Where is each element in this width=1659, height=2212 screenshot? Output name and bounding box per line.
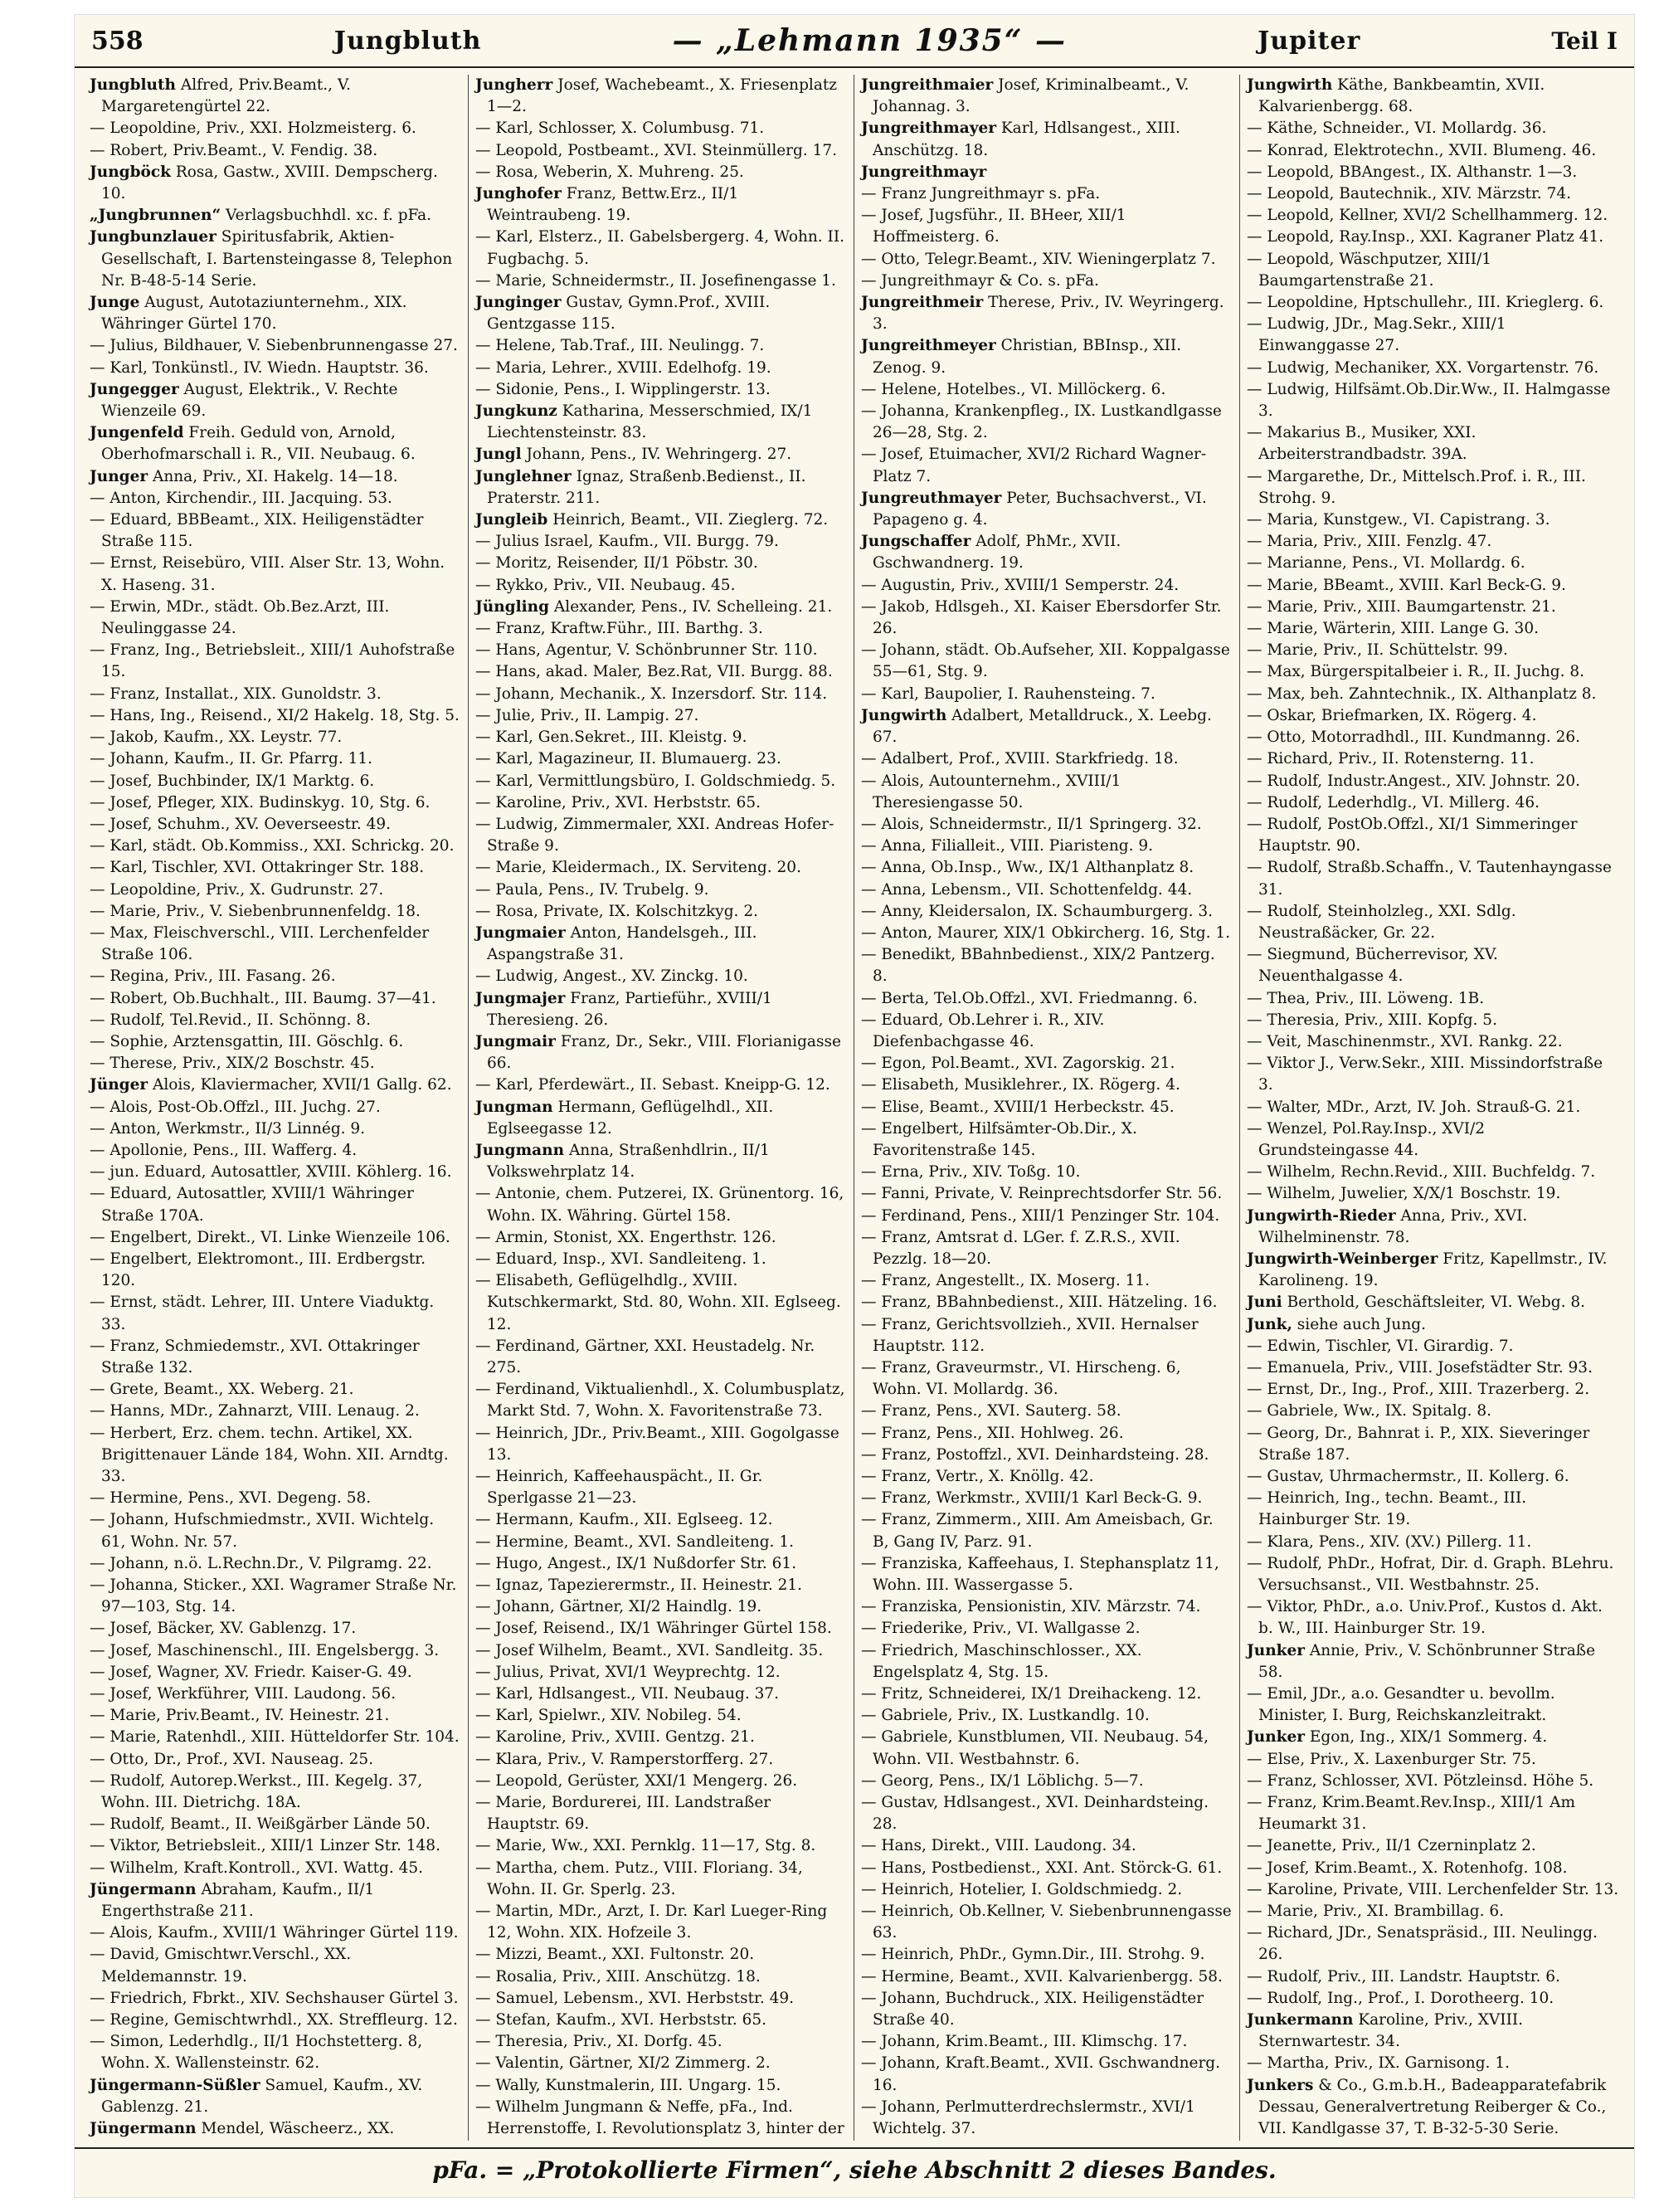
directory-entry: — Karl, städt. Ob.Kommiss., XXI. Schrickg. 20.	[90, 837, 455, 855]
directory-entry: — Elise, Beamt., XVIII/1 Herbeckstr. 45.	[861, 1098, 1175, 1116]
directory-entry: — Franz, Pens., XVI. Sauterg. 58.	[861, 1402, 1121, 1420]
directory-entry: — Robert, Ob.Buchhalt., III. Baumg. 37—41.	[90, 989, 436, 1007]
directory-entry: — Ferdinand, Gärtner, XXI. Heustadelg. Nr. 275.	[475, 1337, 815, 1376]
directory-entry: — Klara, Pens., XIV. (XV.) Pillerg. 11.	[1247, 1532, 1532, 1551]
directory-entry: — Hermine, Beamt., XVII. Kalvarienbergg. 58.	[861, 1967, 1223, 1985]
directory-entry: — Rykko, Priv., VII. Neubaug. 45.	[475, 576, 736, 594]
directory-entry: — Grete, Beamt., XX. Weberg. 21.	[90, 1381, 354, 1399]
directory-entry: — Friedrich, Maschinschlosser., XX. Engelsplatz 4, Stg. 15.	[861, 1641, 1142, 1681]
directory-entry: — Josef, Etuimacher, XVI/2 Richard Wagner-Platz 7.	[861, 446, 1207, 485]
directory-entry: Jungreuthmayer Peter, Buchsachverst., VI. Papageno g. 4.	[861, 489, 1207, 529]
directory-entry: — Rudolf, Tel.Revid., II. Schönng. 8.	[90, 1011, 371, 1029]
directory-entry: — Marie, Kleidermach., IX. Serviteng. 20.	[475, 859, 801, 877]
directory-entry: Juni Berthold, Geschäftsleiter, VI. Webg. 8.	[1247, 1294, 1585, 1312]
directory-entry: — Hanns, MDr., Zahnarzt, VIII. Lenaug. 2.	[90, 1402, 420, 1420]
directory-entry: — Mizzi, Beamt., XXI. Fultonstr. 20.	[475, 1946, 755, 1964]
directory-entry: — Wally, Kunstmalerin, III. Ungarg. 15.	[475, 2076, 781, 2094]
directory-entry: — Thea, Priv., III. Löweng. 1B.	[1247, 989, 1485, 1007]
entry-columns	[83, 75, 1626, 2141]
directory-entry: Jungreithmaier Josef, Kriminalbeamt., V. Johannag. 3.	[861, 76, 1190, 116]
directory-entry: — Karl, Magazineur, II. Blumauerg. 23.	[475, 750, 781, 768]
directory-entry: — Rudolf, Lederhdlg., VI. Millerg. 46.	[1247, 793, 1540, 811]
directory-entry: — Karl, Pferdewärt., II. Sebast. Kneipp-G. 12.	[475, 1076, 830, 1094]
directory-entry: — Franz, Postoffzl., XVI. Deinhardsteing. 28.	[861, 1445, 1209, 1464]
directory-entry: — Hermann, Kaufm., XII. Eglseeg. 12.	[475, 1511, 773, 1529]
directory-entry: — Heinrich, JDr., Priv.Beamt., XIII. Gogolgasse 13.	[475, 1424, 839, 1464]
directory-entry: — Franz, Pens., XII. Hohlweg. 26.	[861, 1424, 1124, 1442]
directory-entry: — Josef, Krim.Beamt., X. Rotenhofg. 108.	[1247, 1859, 1568, 1877]
directory-entry: Jungwirth Käthe, Bankbeamtin, XVII. Kalvarienbergg. 68.	[1247, 76, 1545, 116]
directory-entry: — Stefan, Kaufm., XVI. Herbststr. 65.	[475, 2011, 767, 2029]
directory-entry: — Heinrich, PhDr., Gymn.Dir., III. Strohg. 9.	[861, 1946, 1205, 1964]
directory-entry: — Eduard, Insp., XVI. Sandleiteng. 1.	[475, 1250, 766, 1268]
directory-entry: — Georg, Pens., IX/1 Löblichg. 5—7.	[861, 1771, 1144, 1790]
directory-entry: — Hans, akad. Maler, Bez.Rat, VII. Burgg. 88.	[475, 663, 833, 681]
directory-entry: — Max, beh. Zahntechnik., IX. Althanplatz 8.	[1247, 685, 1597, 703]
directory-entry: — Herbert, Erz. chem. techn. Artikel, XX. Brigittenauer Lände 184, Wohn. XII. Arndtg. 33.	[90, 1424, 449, 1485]
directory-entry: — Augustin, Priv., XVIII/1 Semperstr. 24.	[861, 576, 1180, 594]
directory-entry: Junker Annie, Priv., V. Schönbrunner Straße 58.	[1247, 1641, 1596, 1681]
directory-entry: — Fanni, Private, V. Reinprechtsdorfer Str. 56.	[861, 1185, 1223, 1203]
directory-entry: — Julius, Privat, XVI/1 Weyprechtg. 12.	[475, 1663, 781, 1681]
directory-entry: — Leopold, Wäschputzer, XIII/1 Baumgartenstraße 21.	[1247, 250, 1492, 290]
directory-entry: — Johann, Krim.Beamt., III. Klimschg. 17.	[861, 2033, 1188, 2051]
directory-entry: — Karl, Baupolier, I. Rauhensteing. 7.	[861, 685, 1155, 703]
directory-entry: — Hermine, Beamt., XVI. Sandleiteng. 1.	[475, 1532, 794, 1551]
directory-entry: — Wilhelm, Kraft.Kontroll., XVI. Wattg. 45.	[90, 1859, 424, 1877]
directory-entry: — Josef, Werkführer, VIII. Laudong. 56.	[90, 1685, 397, 1703]
directory-entry: — Franz, Installat., XIX. Gunoldstr. 3.	[90, 685, 382, 703]
directory-entry: — Antonie, chem. Putzerei, IX. Grünentorg. 16, Wohn. IX. Währing. Gürtel 158.	[475, 1185, 844, 1225]
directory-entry: — Anna, Filialleit., VIII. Piaristeng. 9.	[861, 837, 1153, 855]
directory-entry: — Ernst, Dr., Ing., Prof., XIII. Trazerberg. 2.	[1247, 1381, 1590, 1399]
directory-entry: Jungreithmayr	[861, 163, 987, 181]
directory-entry: Jungmaier Anton, Handelsgeh., III. Aspangstraße 31.	[475, 923, 757, 964]
directory-entry: — Ferdinand, Pens., XIII/1 Penzinger Str. 104.	[861, 1206, 1220, 1225]
directory-entry: — Anton, Kirchendir., III. Jacquing. 53.	[90, 489, 392, 507]
directory-entry: Jungegger August, Elektrik., V. Rechte Wienzeile 69.	[90, 380, 398, 421]
directory-entry	[1247, 2140, 1619, 2141]
directory-entry: — Rudolf, Straßb.Schaffn., V. Tautenhayngasse 31.	[1247, 859, 1612, 899]
directory-entry: — Ludwig, Mechaniker, XX. Vorgartenstr. 76.	[1247, 358, 1599, 377]
directory-entry: Junkers & Co., G.m.b.H., Badeapparatefabrik Dessau, Generalvertretung Reiberger & Co., VII. Kandlgasse 37, T. B-32-5-30 Serie.	[1247, 2076, 1607, 2138]
directory-entry: — Gabriele, Priv., IX. Lustkandlg. 10.	[861, 1707, 1150, 1725]
directory-entry: — Walter, MDr., Arzt, IV. Joh. Strauß-G. 21.	[1247, 1098, 1581, 1116]
directory-entry: Junginger Gustav, Gymn.Prof., XVIII. Gentzgasse 115.	[475, 294, 771, 334]
directory-entry: — Ludwig, JDr., Mag.Sekr., XIII/1 Einwanggasse 27.	[1247, 315, 1506, 355]
directory-entry: — Alois, Post-Ob.Offzl., III. Juchg. 27.	[90, 1098, 381, 1116]
directory-entry: — Leopoldine, Priv., XXI. Holzmeisterg. 6.	[90, 119, 416, 138]
directory-entry: — Veit, Maschinenmstr., XVI. Rankg. 22.	[1247, 1032, 1563, 1050]
directory-entry: — Franziska, Pensionistin, XIV. Märzstr. 74.	[861, 1598, 1201, 1616]
directory-entry: — Jakob, Hdlsgeh., XI. Kaiser Ebersdorfer Str. 26.	[861, 597, 1222, 638]
directory-entry: — Leopold, Kellner, XVI/2 Schellhammerg. 12.	[1247, 207, 1608, 225]
directory-entry: — Martha, Priv., IX. Garnisong. 1.	[1247, 2054, 1510, 2073]
directory-entry: — Käthe, Schneider., VI. Mollardg. 36.	[1247, 119, 1547, 138]
directory-entry: — Martin, MDr., Arzt, I. Dr. Karl Lueger-Ring 12, Wohn. XIX. Hofzeile 3.	[475, 1903, 828, 1942]
directory-entry: — Julie, Priv., II. Lampig. 27.	[475, 706, 699, 724]
directory-entry: — Ludwig, Angest., XV. Zinckg. 10.	[475, 967, 748, 986]
directory-entry: — Helene, Tab.Traf., III. Neulingg. 7.	[475, 337, 765, 355]
directory-entry: — Regina, Priv., III. Fasang. 26.	[90, 967, 336, 986]
directory-entry: — Johann, Kraft.Beamt., XVII. Gschwandnerg. 16.	[861, 2054, 1221, 2094]
directory-entry	[861, 2140, 1233, 2141]
directory-entry: — Apollonie, Pens., III. Wafferg. 4.	[90, 1141, 358, 1159]
directory-entry: — Karl, Tonkünstl., IV. Wiedn. Hauptstr. 36.	[90, 358, 429, 377]
directory-entry: — Fritz, Schneiderei, IX/1 Dreihackeng. 12.	[861, 1685, 1202, 1703]
directory-entry: — Heinrich, Kaffeehauspächt., II. Gr. Sperlgasse 21—23.	[475, 1468, 763, 1508]
column-2	[469, 75, 854, 2141]
directory-entry: — Eduard, Ob.Lehrer i. R., XIV. Diefenbachgasse 46.	[861, 1011, 1105, 1050]
directory-entry: Jungwirth Adalbert, Metalldruck., X. Leebg. 67.	[861, 706, 1212, 747]
page-title: — „Lehmann 1935“ —	[672, 23, 1067, 58]
directory-entry: — Else, Priv., X. Laxenburger Str. 75.	[1247, 1750, 1536, 1768]
directory-entry: — Alois, Autounternehm., XVIII/1 Theresiengasse 50.	[861, 772, 1121, 811]
directory-entry: — Viktor, PhDr., a.o. Univ.Prof., Kustos d. Akt. b. W., III. Hainburger Str. 19.	[1247, 1598, 1603, 1638]
directory-entry: — Leopold, Gerüster, XXI/1 Mengerg. 26.	[475, 1771, 798, 1790]
directory-entry: — Johann, Perlmutterdrechslermstr., XVI/1 Wichtelg. 37.	[861, 2098, 1195, 2138]
directory-entry: — Erwin, MDr., städt. Ob.Bez.Arzt, III. Neulinggasse 24.	[90, 597, 390, 638]
directory-entry: Jüngermann Mendel, Wäscheerz., XX.	[90, 2120, 395, 2138]
page-header	[75, 15, 1634, 68]
column-1	[83, 75, 469, 2141]
directory-entry: — Karl, Vermittlungsbüro, I. Goldschmiedg. 5.	[475, 772, 836, 790]
directory-entry: — Engelbert, Hilfsämter-Ob.Dir., X. Favoritenstraße 145.	[861, 1119, 1137, 1159]
directory-entry: — Karl, Hdlsangest., VII. Neubaug. 37.	[475, 1685, 780, 1703]
directory-entry: Jungwirth-Weinberger Fritz, Kapellmstr., IV. Karolineng. 19.	[1247, 1250, 1608, 1290]
directory-entry: — Rosa, Weberin, X. Muhreng. 25.	[475, 163, 744, 181]
directory-entry: — Josef, Bäcker, XV. Gablenzg. 17.	[90, 1620, 357, 1638]
directory-entry: Jüngling Alexander, Pens., IV. Schelleing. 21.	[475, 597, 833, 616]
directory-entry: — Franziska, Kaffeehaus, I. Stephansplatz 11, Wohn. III. Wassergasse 5.	[861, 1554, 1219, 1595]
directory-entry: — Johann, städt. Ob.Aufseher, XII. Koppalgasse 55—61, Stg. 9.	[861, 641, 1230, 681]
directory-entry: — Egon, Pol.Beamt., XVI. Zagorskig. 21.	[861, 1055, 1175, 1073]
directory-entry: Jungbunzlauer Spiritusfabrik, Aktien-Gesellschaft, I. Bartensteingasse 8, Telephon Nr. B-48-5-14 Serie.	[90, 228, 453, 290]
directory-entry: — Otto, Telegr.Beamt., XIV. Wieningerplatz 7.	[861, 250, 1216, 268]
directory-entry: — Sidonie, Pens., I. Wipplingerstr. 13.	[475, 380, 771, 398]
directory-entry: — Franz, Werkmstr., XVIII/1 Karl Beck-G. 9.	[861, 1489, 1203, 1508]
directory-entry: — Karoline, Priv., XVIII. Gentzg. 21.	[475, 1728, 755, 1747]
directory-entry: — Josef, Jugsführ., II. BHeer, XII/1 Hoffmeisterg. 6.	[861, 207, 1126, 246]
directory-entry: — Heinrich, Ing., techn. Beamt., III. Hainburger Str. 19.	[1247, 1489, 1527, 1529]
directory-entry: — Paula, Pens., IV. Trubelg. 9.	[475, 880, 709, 899]
directory-entry: — Marie, Ratenhdl., XIII. Hütteldorfer Str. 104.	[90, 1728, 460, 1747]
directory-entry: — Marianne, Pens., VI. Mollardg. 6.	[1247, 554, 1525, 572]
directory-entry: — Armin, Stonist, XX. Engerthstr. 126.	[475, 1228, 776, 1246]
directory-entry: — Josef, Buchbinder, IX/1 Marktg. 6.	[90, 772, 375, 790]
directory-entry: — Franz, Vertr., X. Knöllg. 42.	[861, 1468, 1094, 1485]
directory-page	[75, 15, 1634, 2197]
directory-entry: — Johann, n.ö. L.Rechn.Dr., V. Pilgramg. 22.	[90, 1554, 432, 1572]
directory-entry: — Heinrich, Ob.Kellner, V. Siebenbrunnengasse 63.	[861, 1903, 1232, 1942]
directory-entry: Jungwirth-Rieder Anna, Priv., XVI. Wilhelminenstr. 78.	[1247, 1206, 1528, 1246]
directory-entry: — Maria, Lehrer., XVIII. Edelhofg. 19.	[475, 358, 771, 377]
directory-entry: — Johann, Hufschmiedmstr., XVII. Wichtelg. 61, Wohn. Nr. 57.	[90, 1511, 435, 1551]
directory-entry: Jungbluth Alfred, Priv.Beamt., V. Margaretengürtel 22.	[90, 76, 351, 116]
directory-entry: Jungmann Anna, Straßenhdlrin., II/1 Volkswehrplatz 14.	[475, 1141, 770, 1182]
directory-entry: Jungl Johann, Pens., IV. Wehringerg. 27.	[475, 446, 792, 464]
directory-entry: — Leopold, BBAngest., IX. Althanstr. 1—3.	[1247, 163, 1578, 181]
directory-entry: — Rudolf, Industr.Angest., XIV. Johnstr. 20.	[1247, 772, 1580, 790]
directory-entry: — Franz, Kraftw.Führ., III. Barthg. 3.	[475, 620, 763, 638]
directory-entry: — Friedrich, Fbrkt., XIV. Sechshauser Gürtel 3.	[90, 1989, 459, 2007]
directory-entry: Jungreithmeir Therese, Priv., IV. Weyringerg. 3.	[861, 294, 1224, 334]
directory-entry: — Marie, BBeamt., XVIII. Karl Beck-G. 9.	[1247, 576, 1566, 594]
directory-entry: — Franz, Gerichtsvollzieh., XVII. Hernalser Hauptstr. 112.	[861, 1315, 1199, 1355]
directory-entry: — Elisabeth, Musiklehrer., IX. Rögerg. 4.	[861, 1076, 1180, 1094]
directory-entry: — Marie, Ww., XXI. Pernklg. 11—17, Stg. 8.	[475, 1837, 816, 1855]
directory-entry: — Theresia, Priv., XIII. Kopfg. 5.	[1247, 1011, 1497, 1029]
directory-entry: — Oskar, Briefmarken, IX. Rögerg. 4.	[1247, 706, 1537, 724]
directory-entry: — Konrad, Elektrotechn., XVII. Blumeng. 46.	[1247, 141, 1597, 159]
directory-entry: — Karl, Schlosser, X. Columbusg. 71.	[475, 119, 765, 138]
directory-entry: — Jungreithmayr & Co. s. pFa.	[861, 271, 1099, 290]
directory-entry: — Anny, Kleidersalon, IX. Schaumburgerg. 3.	[861, 902, 1213, 920]
directory-entry: Junkermann Karoline, Priv., XVIII. Sternwartestr. 34.	[1247, 2011, 1524, 2051]
page-footer	[75, 2147, 1634, 2190]
directory-entry: — Franz, Zimmerm., XIII. Am Ameisbach, Gr. B, Gang IV, Parz. 91.	[861, 1511, 1214, 1551]
directory-entry: — Rudolf, Beamt., II. Weißgärber Lände 50.	[90, 1815, 431, 1834]
directory-entry: — Max, Bürgerspitalbeier i. R., II. Juchg. 8.	[1247, 663, 1585, 681]
directory-entry: — Rosa, Private, IX. Kolschitzkyg. 2.	[475, 902, 758, 920]
directory-entry: Junk, siehe auch Jung.	[1247, 1315, 1426, 1333]
directory-entry: Jungman Hermann, Geflügelhdl., XII. Eglseegasse 12.	[475, 1098, 774, 1138]
directory-entry: — Josef, Wagner, XV. Friedr. Kaiser-G. 49.	[90, 1663, 412, 1681]
directory-entry: — Karl, Elsterz., II. Gabelsbergerg. 4, Wohn. II. Fugbachg. 5.	[475, 228, 845, 268]
directory-entry: — Wilhelm Jungmann & Neffe, pFa., Ind. Herrenstoffe, I. Revolutionsplatz 3, hinter der	[475, 2098, 844, 2138]
directory-entry: — Leopoldine, Priv., X. Gudrunstr. 27.	[90, 880, 384, 899]
directory-entry: — Hans, Agentur, V. Schönbrunner Str. 110.	[475, 641, 818, 660]
directory-entry: Jungmajer Franz, Partieführ., XVIII/1 Theresieng. 26.	[475, 989, 772, 1029]
directory-entry: Junglehner Ignaz, Straßenb.Bedienst., II. Praterstr. 211.	[475, 467, 806, 507]
directory-entry: „Jungbrunnen“ Verlagsbuchhdl. xc. f. pFa.	[90, 207, 432, 225]
directory-entry: — Josef, Pfleger, XIX. Budinskyg. 10, Stg. 6.	[90, 793, 431, 811]
directory-entry: — Ludwig, Hilfsämt.Ob.Dir.Ww., II. Halmgasse 3.	[1247, 380, 1611, 421]
directory-entry: — Ludwig, Zimmermaler, XXI. Andreas Hofer-Straße 9.	[475, 815, 834, 855]
directory-entry: — Johanna, Krankenpfleg., IX. Lustkandlgasse 26—28, Stg. 2.	[861, 402, 1222, 442]
directory-entry: — Margarethe, Dr., Mittelsch.Prof. i. R., III. Strohg. 9.	[1247, 467, 1586, 507]
directory-entry: — Edwin, Tischler, VI. Girardig. 7.	[1247, 1337, 1514, 1355]
directory-entry: — Rudolf, Priv., III. Landstr. Hauptstr. 6.	[1247, 1967, 1560, 1985]
directory-entry: — Franz, Amtsrat d. LGer. f. Z.R.S., XVII. Pezzlg. 18—20.	[861, 1228, 1180, 1268]
directory-entry: — Marie, Priv., XI. Brambillag. 6.	[1247, 1903, 1505, 1921]
directory-entry: Jungenfeld Freih. Geduld von, Arnold, Oberhofmarschall i. R., VII. Neubaug. 6.	[90, 424, 416, 464]
directory-entry: — Leopold, Ray.Insp., XXI. Kagraner Platz 41.	[1247, 228, 1604, 246]
header-first-entry: Jungbluth	[333, 26, 482, 56]
directory-entry: — Berta, Tel.Ob.Offzl., XVI. Friedmanng. 6.	[861, 989, 1198, 1007]
directory-entry: — Friederike, Priv., VI. Wallgasse 2.	[861, 1620, 1141, 1638]
directory-entry: — Hermine, Pens., XVI. Degeng. 58.	[90, 1489, 372, 1508]
directory-entry: — Richard, Priv., II. Rotensterng. 11.	[1247, 750, 1535, 768]
directory-entry: — Anton, Werkmstr., II/3 Linnég. 9.	[90, 1119, 366, 1138]
directory-entry: — Ernst, städt. Lehrer, III. Untere Viaduktg. 33.	[90, 1294, 435, 1333]
column-3	[854, 75, 1240, 2141]
directory-entry: — Johann, Buchdruck., XIX. Heiligenstädter Straße 40.	[861, 1989, 1204, 2029]
directory-entry: — Leopoldine, Hptschullehr., III. Krieglerg. 6.	[1247, 294, 1604, 312]
directory-entry: — Johann, Mechanik., X. Inzersdorf. Str. 114.	[475, 685, 828, 703]
directory-entry: — Franz, Ing., Betriebsleit., XIII/1 Auhofstraße 15.	[90, 641, 455, 681]
directory-entry: — Franz, Schmiedemstr., XVI. Ottakringer Straße 132.	[90, 1337, 420, 1376]
directory-entry: — Valentin, Gärtner, XI/2 Zimmerg. 2.	[475, 2054, 771, 2073]
directory-entry: — Makarius B., Musiker, XXI. Arbeiterstrandbadstr. 39A.	[1247, 424, 1477, 464]
directory-entry: — Josef Wilhelm, Beamt., XVI. Sandleitg. 35.	[475, 1641, 824, 1659]
directory-entry: — Josef, Reisend., IX/1 Währinger Gürtel 158.	[475, 1620, 832, 1638]
directory-entry: — Gustav, Hdlsangest., XVI. Deinhardsteing. 28.	[861, 1794, 1209, 1834]
directory-entry: — Rudolf, Autorep.Werkst., III. Kegelg. 37, Wohn. III. Dietrichg. 18A.	[90, 1771, 423, 1812]
directory-entry: — Regine, Gemischtwrhdl., XX. Streffleurg. 12.	[90, 2011, 458, 2029]
directory-entry: — Alois, Schneidermstr., II/1 Springerg. 32.	[861, 815, 1202, 833]
directory-entry: — Anna, Lebensm., VII. Schottenfeldg. 44.	[861, 880, 1193, 899]
directory-entry: — Anton, Maurer, XIX/1 Obkircherg. 16, Stg. 1.	[861, 923, 1231, 942]
directory-entry: — Marie, Priv., XIII. Baumgartenstr. 21.	[1247, 597, 1556, 616]
directory-entry: — Maria, Priv., XIII. Fenzlg. 47.	[1247, 533, 1492, 551]
directory-entry: — Ferdinand, Viktualienhdl., X. Columbusplatz, Markt Std. 7, Wohn. X. Favoritenstraße 73.	[475, 1381, 845, 1420]
directory-entry: — Leopold, Postbeamt., XVI. Steinmüllerg. 17.	[475, 141, 838, 159]
directory-entry: — Benedikt, BBahnbedienst., XIX/2 Pantzerg. 8.	[861, 946, 1215, 986]
page-number: 558	[91, 26, 144, 56]
directory-entry: — Gustav, Uhrmachermstr., II. Kollerg. 6.	[1247, 1468, 1569, 1485]
directory-entry: — Johann, Gärtner, XI/2 Haindlg. 19.	[475, 1598, 762, 1616]
column-4	[1240, 75, 1626, 2141]
directory-entry: — Anna, Ob.Insp., Ww., IX/1 Althanplatz 8.	[861, 859, 1194, 877]
directory-entry: — Klara, Priv., V. Ramperstorfferg. 27.	[475, 1750, 774, 1768]
directory-entry: — Engelbert, Direkt., VI. Linke Wienzeile 106.	[90, 1228, 450, 1246]
directory-entry: — Ignaz, Tapezierermstr., II. Heinestr. 21.	[475, 1576, 803, 1595]
directory-entry: — Robert, Priv.Beamt., V. Fendig. 38.	[90, 141, 378, 159]
directory-entry: — Emanuela, Priv., VIII. Josefstädter Str. 93.	[1247, 1358, 1593, 1376]
directory-entry: — Wilhelm, Rechn.Revid., XIII. Buchfeldg. 7.	[1247, 1163, 1596, 1182]
directory-entry: — Eduard, Autosattler, XVIII/1 Währinger Straße 170A.	[90, 1185, 414, 1225]
directory-entry: Junghofer Franz, Bettw.Erz., II/1 Weintraubeng. 19.	[475, 185, 739, 225]
directory-entry: — Franz Jungreithmayr s. pFa.	[861, 185, 1101, 203]
directory-entry: — Sophie, Arztensgattin, III. Göschlg. 6.	[90, 1032, 404, 1050]
directory-entry: — Jeanette, Priv., II/1 Czerninplatz 2.	[1247, 1837, 1536, 1855]
directory-entry: — Karl, Tischler, XVI. Ottakringer Str. 188.	[90, 859, 425, 877]
directory-entry: — Ernst, Reisebüro, VIII. Alser Str. 13, Wohn. X. Haseng. 31.	[90, 554, 445, 594]
directory-entry: — Marie, Wärterin, XIII. Lange G. 30.	[1247, 620, 1539, 638]
directory-entry: — Alois, Kaufm., XVIII/1 Währinger Gürtel 119.	[90, 1924, 459, 1942]
directory-entry: — Otto, Motorradhdl., III. Kundmanng. 26.	[1247, 728, 1581, 747]
directory-entry: Jungherr Josef, Wachebeamt., X. Friesenplatz 1—2.	[475, 76, 838, 116]
directory-entry: — Marie, Priv., II. Schüttelstr. 99.	[1247, 641, 1508, 660]
directory-entry: — Johanna, Sticker., XXI. Wagramer Straße Nr. 97—103, Stg. 14.	[90, 1576, 457, 1616]
directory-entry: — Helene, Hotelbes., VI. Millöckerg. 6.	[861, 380, 1166, 398]
directory-entry: — Franz, BBahnbedienst., XIII. Hätzeling. 16.	[861, 1294, 1218, 1312]
directory-entry: — Max, Fleischverschl., VIII. Lerchenfelder Straße 106.	[90, 923, 430, 964]
directory-entry: — Theresia, Priv., XI. Dorfg. 45.	[475, 2033, 722, 2051]
directory-entry: — Karl, Spielwr., XIV. Nobileg. 54.	[475, 1707, 742, 1725]
directory-entry: — Marie, Bordurerei, III. Landstraßer Hauptstr. 69.	[475, 1794, 771, 1834]
directory-entry: — Josef, Maschinenschl., III. Engelsbergg. 3.	[90, 1641, 440, 1659]
footer-note: pFa. = „Protokollierte Firmen“, siehe Abschnitt 2 dieses Bandes.	[432, 2156, 1277, 2184]
directory-entry: — Hans, Direkt., VIII. Laudong. 34.	[861, 1837, 1136, 1855]
directory-entry: — Rudolf, Ing., Prof., I. Dorotheerg. 10.	[1247, 1989, 1554, 2007]
directory-entry: Jungreithmayer Karl, Hdlsangest., XIII. Anschützg. 18.	[861, 119, 1180, 159]
directory-entry: — Heinrich, Hotelier, I. Goldschmiedg. 2.	[861, 1880, 1183, 1898]
directory-entry: — Engelbert, Elektromont., III. Erdbergstr. 120.	[90, 1250, 426, 1290]
directory-entry: — Franz, Angestellt., IX. Moserg. 11.	[861, 1272, 1150, 1290]
directory-entry: — Wilhelm, Juwelier, X/X/1 Boschstr. 19.	[1247, 1185, 1561, 1203]
directory-entry: — Marie, Priv.Beamt., IV. Heinestr. 21.	[90, 1707, 390, 1725]
directory-entry: Jungkunz Katharina, Messerschmied, IX/1 Liechtensteinstr. 83.	[475, 402, 813, 442]
directory-entry: — Marie, Schneidermstr., II. Josefinengasse 1.	[475, 271, 836, 290]
directory-entry: — Moritz, Reisender, II/1 Pöbstr. 30.	[475, 554, 758, 572]
directory-entry: Jünger Alois, Klaviermacher, XVII/1 Gallg. 62.	[90, 1076, 452, 1094]
directory-entry: — jun. Eduard, Autosattler, XVIII. Köhlerg. 16.	[90, 1163, 452, 1182]
directory-entry: — Hugo, Angest., IX/1 Nußdorfer Str. 61.	[475, 1554, 797, 1572]
directory-entry: — Hans, Ing., Reisend., XI/2 Hakelg. 18, Stg. 5.	[90, 706, 460, 724]
directory-entry: — Emil, JDr., a.o. Gesandter u. bevollm. Minister, I. Burg, Reichskanzleitrakt.	[1247, 1685, 1555, 1725]
directory-entry: Jungböck Rosa, Gastw., XVIII. Dempscherg. 10.	[90, 163, 438, 203]
directory-entry: — Georg, Dr., Bahnrat i. P., XIX. Sieveringer Straße 187.	[1247, 1424, 1590, 1464]
directory-entry: — Elisabeth, Geflügelhdlg., XVIII. Kutschkermarkt, Std. 80, Wohn. XII. Eglseeg. 12.	[475, 1272, 841, 1333]
directory-entry: — Hans, Postbedienst., XXI. Ant. Störck-G. 61.	[861, 1859, 1223, 1877]
directory-entry: — Franz, Graveurmstr., VI. Hirscheng. 6, Wohn. VI. Mollardg. 36.	[861, 1358, 1181, 1399]
directory-entry: — David, Gmischtwr.Verschl., XX. Meldemannstr. 19.	[90, 1946, 352, 1985]
directory-entry: — Julius, Bildhauer, V. Siebenbrunnengasse 27.	[90, 337, 458, 355]
directory-entry: — Simon, Lederhdlg., II/1 Hochstetterg. 8, Wohn. X. Wallensteinstr. 62.	[90, 2033, 423, 2073]
directory-entry: — Rudolf, Steinholzleg., XXI. Sdlg. Neustraßäcker, Gr. 22.	[1247, 902, 1516, 942]
directory-entry: — Karoline, Private, VIII. Lerchenfelder Str. 13.	[1247, 1880, 1619, 1898]
directory-entry: Jungreithmeyer Christian, BBInsp., XII. Zenog. 9.	[861, 337, 1182, 377]
directory-entry: — Siegmund, Bücherrevisor, XV. Neuenthalgasse 4.	[1247, 946, 1498, 986]
directory-entry: — Karl, Gen.Sekret., III. Kleistg. 9.	[475, 728, 747, 747]
directory-entry: — Wenzel, Pol.Ray.Insp., XVI/2 Grundsteingasse 44.	[1247, 1119, 1486, 1159]
directory-entry: — Gabriele, Kunstblumen, VII. Neubaug. 54, Wohn. VII. Westbahnstr. 6.	[861, 1728, 1209, 1768]
directory-entry: — Viktor J., Verw.Sekr., XIII. Missindorfstraße 3.	[1247, 1055, 1603, 1094]
directory-entry: — Julius Israel, Kaufm., VII. Burgg. 79.	[475, 533, 779, 551]
directory-entry: — Franz, Schlosser, XVI. Pötzleinsd. Höhe 5.	[1247, 1771, 1594, 1790]
directory-entry: — Eduard, BBBeamt., XIX. Heiligenstädter Straße 115.	[90, 511, 424, 551]
directory-entry: — Samuel, Lebensm., XVI. Herbststr. 49.	[475, 1989, 795, 2007]
directory-entry: Jungmair Franz, Dr., Sekr., VIII. Florianigasse 66.	[475, 1032, 841, 1073]
directory-entry: — Rudolf, PostOb.Offzl., XI/1 Simmeringer Hauptstr. 90.	[1247, 815, 1578, 855]
directory-entry: Junker Egon, Ing., XIX/1 Sommerg. 4.	[1247, 1728, 1548, 1747]
directory-entry: — Gabriele, Ww., IX. Spitalg. 8.	[1247, 1402, 1491, 1420]
directory-entry: — Richard, JDr., Senatspräsid., III. Neulingg. 26.	[1247, 1924, 1598, 1964]
directory-entry: — Karoline, Priv., XVI. Herbststr. 65.	[475, 793, 761, 811]
directory-entry: — Martha, chem. Putz., VIII. Floriang. 34, Wohn. II. Gr. Sperlg. 23.	[475, 1859, 803, 1898]
directory-entry: Junger Anna, Priv., XI. Hakelg. 14—18.	[90, 467, 398, 485]
directory-entry: — Maria, Kunstgew., VI. Capistrang. 3.	[1247, 511, 1550, 529]
directory-entry: Jüngermann-Süßler Samuel, Kaufm., XV. Gablenzg. 21.	[90, 2076, 423, 2116]
directory-entry: — Josef, Schuhm., XV. Oeverseestr. 49.	[90, 815, 392, 833]
directory-entry: — Jakob, Kaufm., XX. Leystr. 77.	[90, 728, 343, 747]
part-label: Teil I	[1551, 27, 1618, 55]
directory-entry: — Rudolf, PhDr., Hofrat, Dir. d. Graph. BLehru. Versuchsanst., VII. Westbahnstr. 25.	[1247, 1554, 1614, 1595]
directory-entry: — Leopold, Bautechnik., XIV. Märzstr. 74.	[1247, 185, 1571, 203]
directory-entry: — Marie, Priv., V. Siebenbrunnenfeldg. 18.	[90, 902, 421, 920]
directory-entry: Jungleib Heinrich, Beamt., VII. Zieglerg. 72.	[475, 511, 829, 529]
directory-entry: — Otto, Dr., Prof., XVI. Nauseag. 25.	[90, 1750, 374, 1768]
header-last-entry: Jupiter	[1258, 26, 1361, 56]
directory-entry: — Viktor, Betriebsleit., XIII/1 Linzer Str. 148.	[90, 1837, 440, 1855]
directory-entry: — Johann, Kaufm., II. Gr. Pfarrg. 11.	[90, 750, 373, 768]
directory-entry: Junge August, Autotaziunternehm., XIX. Währinger Gürtel 170.	[90, 294, 407, 334]
directory-entry: — Therese, Priv., XIX/2 Boschstr. 45.	[90, 1055, 375, 1073]
directory-entry: — Adalbert, Prof., XVIII. Starkfriedg. 18.	[861, 750, 1179, 768]
directory-entry: — Erna, Priv., XIV. Toßg. 10.	[861, 1163, 1081, 1182]
directory-entry: Jüngermann Abraham, Kaufm., II/1 Engerthstraße 211.	[90, 1880, 375, 1921]
directory-entry: — Rosalia, Priv., XIII. Anschützg. 18.	[475, 1967, 761, 1985]
directory-entry: Jungschaffer Adolf, PhMr., XVII. Gschwandnerg. 19.	[861, 533, 1121, 572]
directory-entry: — Franz, Krim.Beamt.Rev.Insp., XIII/1 Am Heumarkt 31.	[1247, 1794, 1576, 1834]
